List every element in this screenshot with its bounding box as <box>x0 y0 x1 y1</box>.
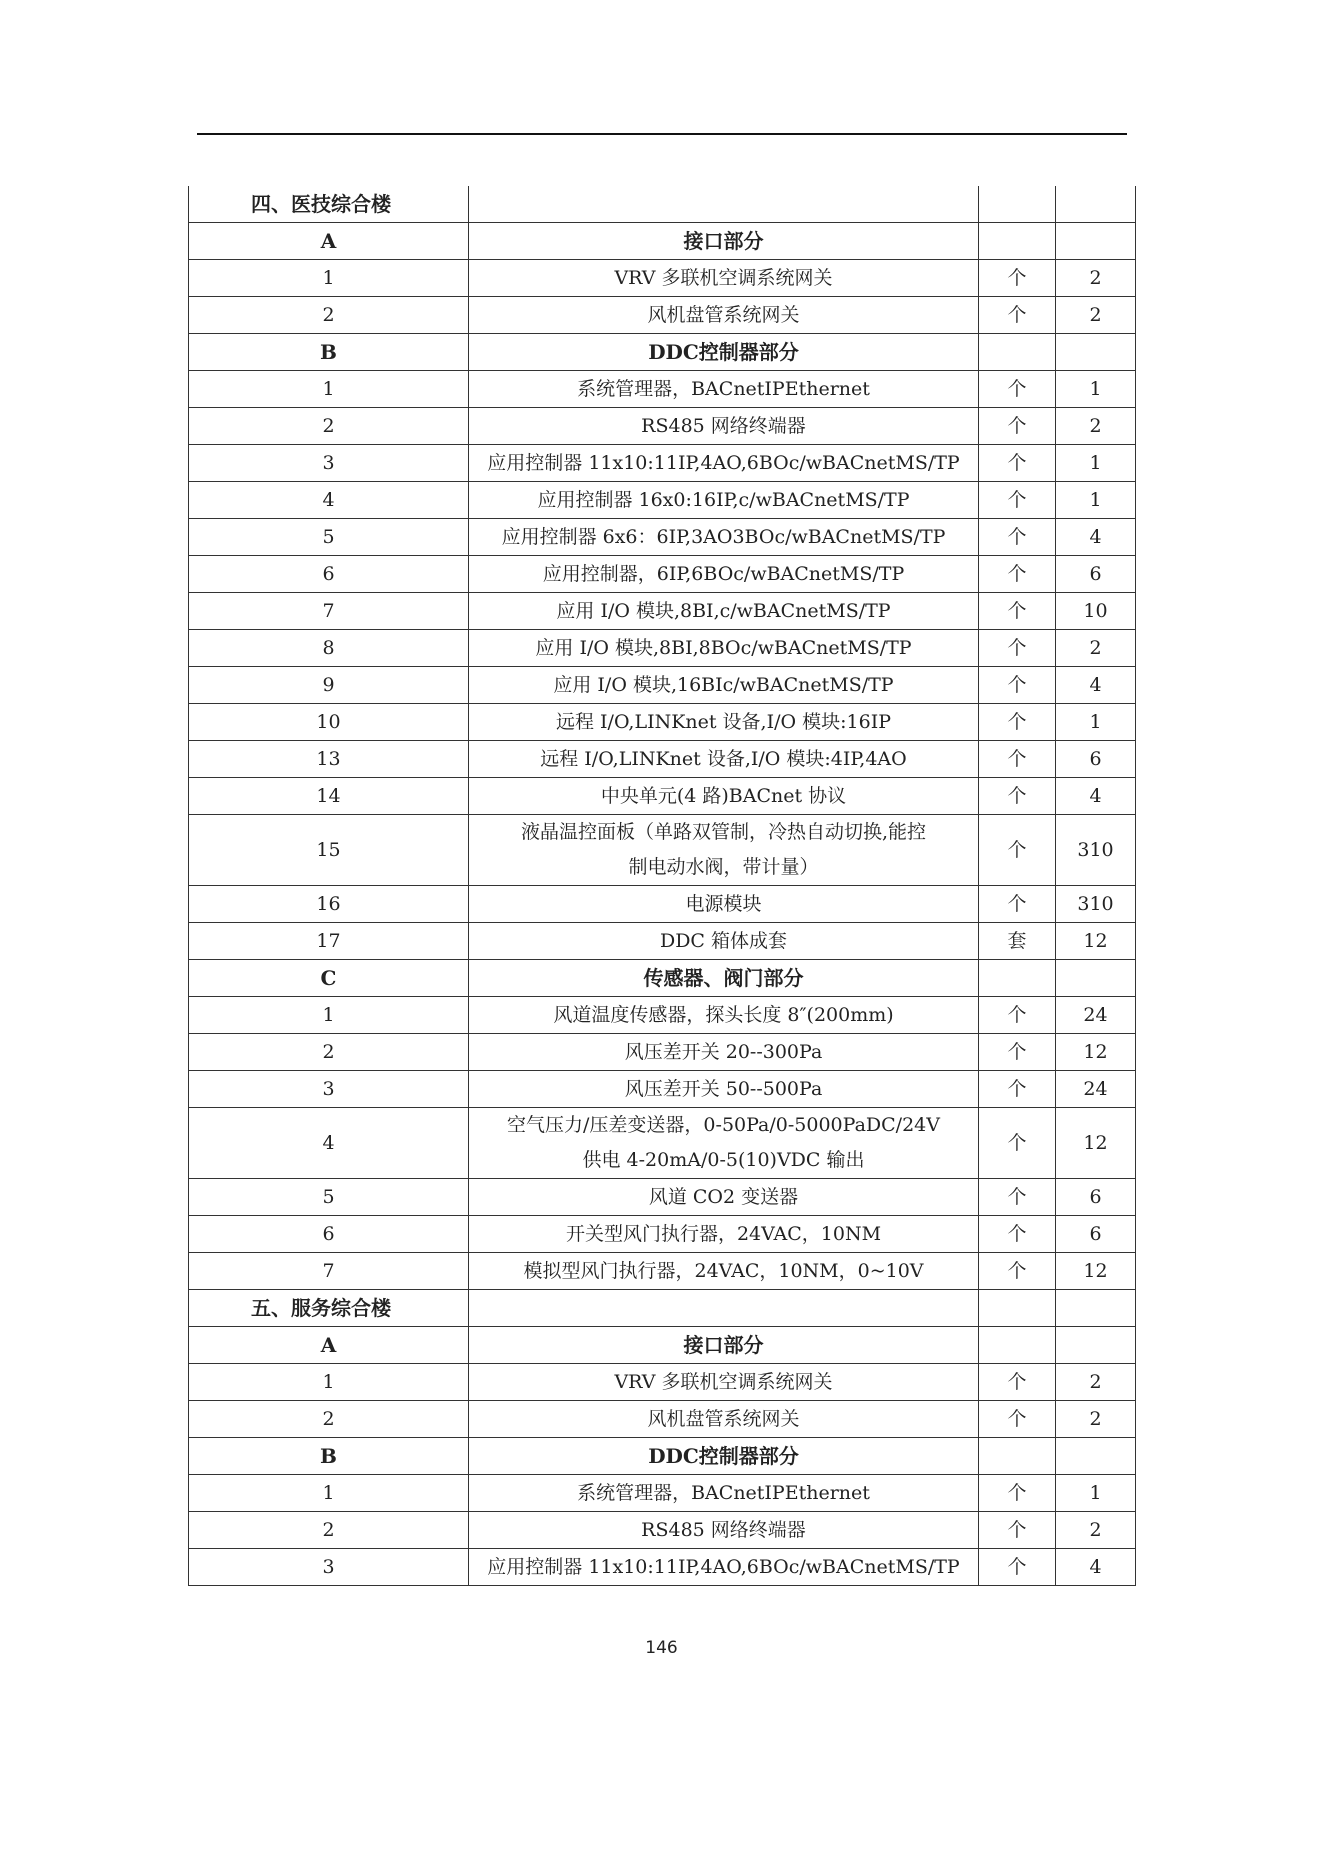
table-row <box>189 482 1136 519</box>
item-unit: 个 <box>979 1401 1056 1438</box>
item-number: 13 <box>189 741 469 778</box>
empty-cell <box>1056 334 1136 371</box>
table-row <box>189 593 1136 630</box>
group-title: DDC控制器部分 <box>469 334 979 371</box>
empty-cell <box>1056 223 1136 260</box>
group-title: 接口部分 <box>469 1327 979 1364</box>
item-unit: 个 <box>979 886 1056 923</box>
item-quantity: 2 <box>1056 1401 1136 1438</box>
item-unit: 个 <box>979 1549 1056 1586</box>
empty-cell <box>979 223 1056 260</box>
item-number: 5 <box>189 1179 469 1216</box>
item-number: 1 <box>189 997 469 1034</box>
item-name: VRV 多联机空调系统网关 <box>469 1364 979 1401</box>
item-name: 风机盘管系统网关 <box>469 297 979 334</box>
item-quantity: 310 <box>1056 886 1136 923</box>
item-name: 远程 I/O,LINKnet 设备,I/O 模块:4IP,4AO <box>469 741 979 778</box>
item-unit: 个 <box>979 704 1056 741</box>
table-row <box>189 741 1136 778</box>
item-name: DDC 箱体成套 <box>469 923 979 960</box>
empty-cell <box>1056 1438 1136 1475</box>
item-number: 3 <box>189 1071 469 1108</box>
header-rule <box>197 133 1127 135</box>
item-name: 风道温度传感器，探头长度 8″(200mm) <box>469 997 979 1034</box>
item-unit: 个 <box>979 1179 1056 1216</box>
item-unit: 个 <box>979 482 1056 519</box>
table-row <box>189 1401 1136 1438</box>
table-row <box>189 1108 1136 1179</box>
item-name: RS485 网络终端器 <box>469 408 979 445</box>
table-row <box>189 445 1136 482</box>
item-quantity: 2 <box>1056 1364 1136 1401</box>
equipment-table <box>188 186 1136 1586</box>
item-unit: 个 <box>979 445 1056 482</box>
item-quantity: 24 <box>1056 1071 1136 1108</box>
section-title: 四、医技综合楼 <box>189 186 469 223</box>
item-quantity: 1 <box>1056 704 1136 741</box>
table-row <box>189 667 1136 704</box>
table-row <box>189 1034 1136 1071</box>
table-row <box>189 1475 1136 1512</box>
item-number: 2 <box>189 408 469 445</box>
item-number: 1 <box>189 1364 469 1401</box>
table-row <box>189 997 1136 1034</box>
item-quantity: 4 <box>1056 778 1136 815</box>
empty-cell <box>1056 1290 1136 1327</box>
group-code: B <box>189 334 469 371</box>
group-row <box>189 960 1136 997</box>
item-unit: 个 <box>979 1034 1056 1071</box>
item-unit: 个 <box>979 778 1056 815</box>
item-number: 1 <box>189 371 469 408</box>
empty-cell <box>469 1290 979 1327</box>
item-quantity: 6 <box>1056 556 1136 593</box>
item-quantity: 6 <box>1056 1179 1136 1216</box>
item-unit: 个 <box>979 260 1056 297</box>
item-name: RS485 网络终端器 <box>469 1512 979 1549</box>
empty-cell <box>979 960 1056 997</box>
item-name: 应用控制器 11x10:11IP,4AO,6BOc/wBACnetMS/TP <box>469 445 979 482</box>
item-quantity: 1 <box>1056 445 1136 482</box>
item-number: 9 <box>189 667 469 704</box>
item-unit: 套 <box>979 923 1056 960</box>
item-number: 3 <box>189 1549 469 1586</box>
group-title: 接口部分 <box>469 223 979 260</box>
item-number: 7 <box>189 1253 469 1290</box>
item-unit: 个 <box>979 371 1056 408</box>
group-code: A <box>189 223 469 260</box>
item-name: 远程 I/O,LINKnet 设备,I/O 模块:16IP <box>469 704 979 741</box>
item-unit: 个 <box>979 1216 1056 1253</box>
item-number: 5 <box>189 519 469 556</box>
group-code: A <box>189 1327 469 1364</box>
empty-cell <box>469 186 979 223</box>
item-number: 16 <box>189 886 469 923</box>
item-number: 8 <box>189 630 469 667</box>
item-quantity: 6 <box>1056 741 1136 778</box>
item-unit: 个 <box>979 667 1056 704</box>
item-quantity: 1 <box>1056 371 1136 408</box>
item-unit: 个 <box>979 997 1056 1034</box>
item-quantity: 10 <box>1056 593 1136 630</box>
item-number: 4 <box>189 1108 469 1179</box>
item-unit: 个 <box>979 1364 1056 1401</box>
table-row <box>189 1216 1136 1253</box>
table-row <box>189 297 1136 334</box>
item-quantity: 2 <box>1056 297 1136 334</box>
item-quantity: 12 <box>1056 1034 1136 1071</box>
table-row <box>189 260 1136 297</box>
item-name: 开关型风门执行器，24VAC，10NM <box>469 1216 979 1253</box>
item-unit: 个 <box>979 1253 1056 1290</box>
item-number: 14 <box>189 778 469 815</box>
item-quantity: 4 <box>1056 519 1136 556</box>
item-unit: 个 <box>979 1512 1056 1549</box>
empty-cell <box>979 1290 1056 1327</box>
item-number: 2 <box>189 1034 469 1071</box>
item-unit: 个 <box>979 1475 1056 1512</box>
group-row <box>189 334 1136 371</box>
item-name: 应用控制器，6IP,6BOc/wBACnetMS/TP <box>469 556 979 593</box>
table-row <box>189 630 1136 667</box>
item-quantity: 2 <box>1056 260 1136 297</box>
group-code: B <box>189 1438 469 1475</box>
item-name: 系统管理器，BACnetIPEthernet <box>469 1475 979 1512</box>
item-quantity: 12 <box>1056 1253 1136 1290</box>
item-unit: 个 <box>979 408 1056 445</box>
item-number: 17 <box>189 923 469 960</box>
item-name: 应用 I/O 模块,16BIc/wBACnetMS/TP <box>469 667 979 704</box>
item-name <box>469 1108 979 1179</box>
item-number: 15 <box>189 815 469 886</box>
item-name: 风压差开关 20--300Pa <box>469 1034 979 1071</box>
item-number: 2 <box>189 1512 469 1549</box>
page-number: 146 <box>645 1638 678 1658</box>
table-row <box>189 886 1136 923</box>
empty-cell <box>979 1327 1056 1364</box>
table-row <box>189 1253 1136 1290</box>
item-number: 2 <box>189 297 469 334</box>
table-row <box>189 1179 1136 1216</box>
item-unit: 个 <box>979 630 1056 667</box>
item-name <box>469 815 979 886</box>
item-name: 应用 I/O 模块,8BI,8BOc/wBACnetMS/TP <box>469 630 979 667</box>
item-unit: 个 <box>979 815 1056 886</box>
item-quantity: 2 <box>1056 1512 1136 1549</box>
group-row <box>189 1327 1136 1364</box>
item-quantity: 24 <box>1056 997 1136 1034</box>
item-name: 风压差开关 50--500Pa <box>469 1071 979 1108</box>
item-number: 6 <box>189 1216 469 1253</box>
table-row <box>189 519 1136 556</box>
table-row <box>189 1364 1136 1401</box>
item-unit: 个 <box>979 556 1056 593</box>
item-name-line: 供电 4-20mA/0-5(10)VDC 输出 <box>582 1149 865 1171</box>
table-row <box>189 408 1136 445</box>
empty-cell <box>979 186 1056 223</box>
item-name: 应用控制器 6x6：6IP,3AO3BOc/wBACnetMS/TP <box>469 519 979 556</box>
empty-cell <box>1056 960 1136 997</box>
item-name-line: 制电动水阀，带计量） <box>628 856 819 878</box>
item-quantity: 310 <box>1056 815 1136 886</box>
item-quantity: 6 <box>1056 1216 1136 1253</box>
empty-cell <box>1056 1327 1136 1364</box>
empty-cell <box>979 1438 1056 1475</box>
item-unit: 个 <box>979 1108 1056 1179</box>
empty-cell <box>1056 186 1136 223</box>
group-row <box>189 223 1136 260</box>
item-number: 7 <box>189 593 469 630</box>
item-name: 应用控制器 16x0:16IP,c/wBACnetMS/TP <box>469 482 979 519</box>
item-quantity: 2 <box>1056 630 1136 667</box>
item-number: 3 <box>189 445 469 482</box>
item-name: 风道 CO2 变送器 <box>469 1179 979 1216</box>
item-number: 4 <box>189 482 469 519</box>
equipment-table-body <box>189 186 1136 1586</box>
item-quantity: 2 <box>1056 408 1136 445</box>
item-name: 电源模块 <box>469 886 979 923</box>
item-name-line: 空气压力/压差变送器，0-50Pa/0-5000PaDC/24V <box>507 1114 940 1136</box>
item-name: VRV 多联机空调系统网关 <box>469 260 979 297</box>
item-quantity: 4 <box>1056 667 1136 704</box>
group-title: DDC控制器部分 <box>469 1438 979 1475</box>
empty-cell <box>979 334 1056 371</box>
group-title: 传感器、阀门部分 <box>469 960 979 997</box>
item-unit: 个 <box>979 1071 1056 1108</box>
item-name: 应用控制器 11x10:11IP,4AO,6BOc/wBACnetMS/TP <box>469 1549 979 1586</box>
section-title: 五、服务综合楼 <box>189 1290 469 1327</box>
item-number: 2 <box>189 1401 469 1438</box>
table-row <box>189 778 1136 815</box>
section-row <box>189 186 1136 223</box>
table-row <box>189 1549 1136 1586</box>
item-quantity: 1 <box>1056 1475 1136 1512</box>
item-unit: 个 <box>979 593 1056 630</box>
item-number: 6 <box>189 556 469 593</box>
item-quantity: 1 <box>1056 482 1136 519</box>
table-row <box>189 815 1136 886</box>
table-row <box>189 704 1136 741</box>
item-unit: 个 <box>979 519 1056 556</box>
item-name: 模拟型风门执行器，24VAC，10NM，0~10V <box>469 1253 979 1290</box>
group-row <box>189 1438 1136 1475</box>
item-number: 1 <box>189 1475 469 1512</box>
table-row <box>189 556 1136 593</box>
item-unit: 个 <box>979 741 1056 778</box>
table-row <box>189 923 1136 960</box>
item-name-line: 液晶温控面板（单路双管制，冷热自动切换,能控 <box>520 821 927 843</box>
item-name: 中央单元(4 路)BACnet 协议 <box>469 778 979 815</box>
table-row <box>189 1071 1136 1108</box>
table-row <box>189 371 1136 408</box>
item-quantity: 12 <box>1056 1108 1136 1179</box>
table-row <box>189 1512 1136 1549</box>
item-name: 系统管理器，BACnetIPEthernet <box>469 371 979 408</box>
section-row <box>189 1290 1136 1327</box>
group-code: C <box>189 960 469 997</box>
item-quantity: 4 <box>1056 1549 1136 1586</box>
item-unit: 个 <box>979 297 1056 334</box>
item-number: 1 <box>189 260 469 297</box>
item-name: 应用 I/O 模块,8BI,c/wBACnetMS/TP <box>469 593 979 630</box>
item-quantity: 12 <box>1056 923 1136 960</box>
item-number: 10 <box>189 704 469 741</box>
item-name: 风机盘管系统网关 <box>469 1401 979 1438</box>
